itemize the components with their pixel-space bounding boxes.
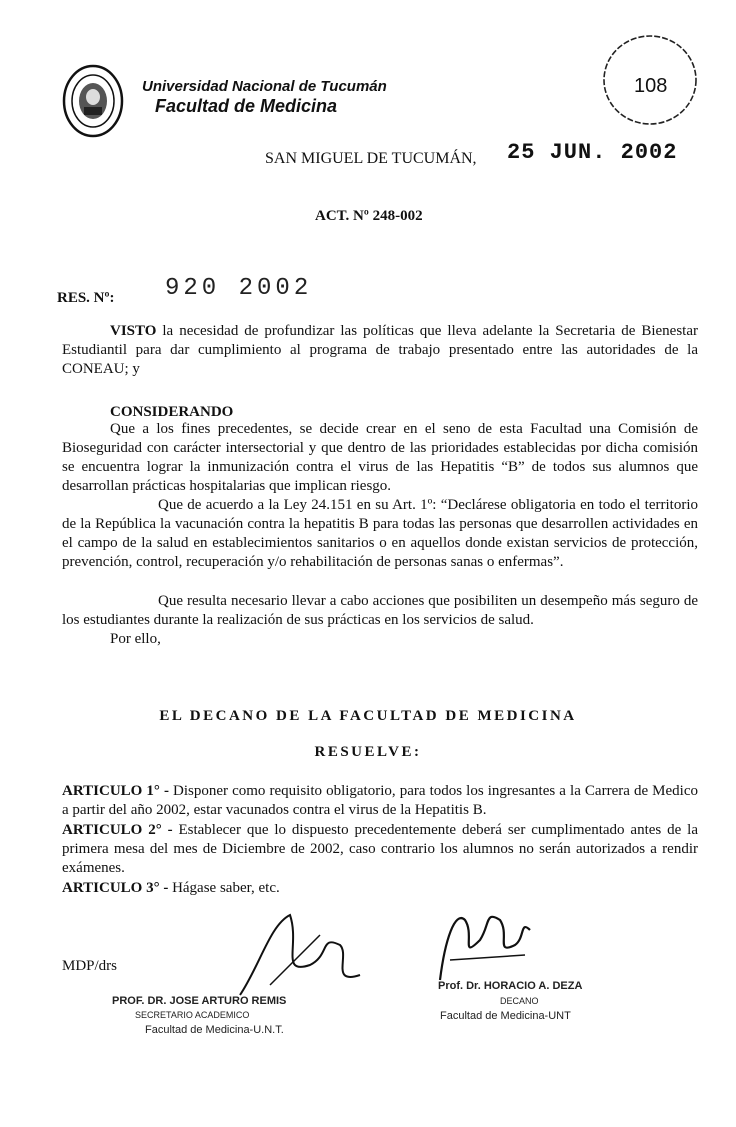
- article-1-text: Disponer como requisito obligatorio, para todos los ingresantes a la Carrera de Medico a partir del año 2002, estar vacunados contra el virus de la Hepatitis B.: [62, 783, 699, 818]
- considerando-p1: [62, 420, 698, 496]
- place: SAN MIGUEL DE TUCUMÁN,: [265, 150, 477, 167]
- left-signatory-title: SECRETARIO ACADEMICO: [135, 1010, 250, 1020]
- article-2-label: ARTICULO 2° -: [62, 822, 173, 838]
- left-signature: [230, 905, 370, 1005]
- considerando-text-3: Que resulta necesario llevar a cabo acciones que posibiliten un desempeño más seguro de los estudiantes durante la realización de sus prácticas en los servicios de salud.: [62, 593, 698, 628]
- visto-label: VISTO: [110, 323, 157, 339]
- article-1: [62, 782, 698, 820]
- por-ello: Por ello,: [110, 631, 161, 647]
- decano-heading: EL DECANO DE LA FACULTAD DE MEDICINA: [159, 708, 577, 724]
- article-2-text: Establecer que lo dispuesto precedentemente deberá ser cumplimentado antes de la primera mesa del mes de Diciembre de 2002, caso contrario los alumnos no serán autorizados a rendir exámenes.: [62, 822, 698, 876]
- article-3-label: ARTICULO 3° -: [62, 880, 169, 896]
- article-3-text: Hágase saber, etc.: [168, 880, 280, 896]
- initials: MDP/drs: [62, 958, 118, 974]
- expediente-stamp: [594, 22, 704, 130]
- considerando-text-2: Que de acuerdo a la Ley 24.151 en su Art. 1º: “Declárese obligatoria en todo el territorio de la República la vacunación contra la hepatitis B para todas las personas que desarrollen actividades en el campo de la salud en establecimientos sanitarios o en aquellos donde existan servicios de protección, prevención, control, recuperación y/o rehabilitación de personas sanas o enfermas”.: [62, 497, 698, 570]
- date-stamp: 25 JUN. 2002: [507, 140, 678, 165]
- right-signature: [430, 900, 540, 990]
- university-name: Universidad Nacional de Tucumán: [142, 78, 387, 95]
- right-signatory-faculty: Facultad de Medicina-UNT: [440, 1010, 571, 1022]
- res-number: 920 2002: [165, 275, 313, 302]
- left-signatory-faculty: Facultad de Medicina-U.N.T.: [145, 1024, 284, 1036]
- act-number: ACT. Nº 248-002: [315, 208, 423, 224]
- right-signatory-name: Prof. Dr. HORACIO A. DEZA: [438, 980, 583, 992]
- article-2: [62, 821, 698, 878]
- visto-text: la necesidad de profundizar las políticas que lleva adelante la Secretaria de Bienestar Estudiantil para dar cumplimiento al programa de trabajo presentado entre las autoridades de la CONEAU; y: [62, 323, 698, 377]
- faculty-name: Facultad de Medicina: [155, 96, 338, 116]
- right-signatory-title: DECANO: [500, 996, 539, 1006]
- article-1-label: ARTICULO 1° -: [62, 783, 169, 799]
- considerando-p2: [62, 496, 698, 572]
- resuelve-heading: RESUELVE:: [314, 744, 422, 760]
- considerando-text-1: Que a los fines precedentes, se decide crear en el seno de esta Facultad una Comisión de Bioseguridad con carácter intersectorial y que dentro de las prioridades establecidas por dicha comisión se encuentra lograr la inmunización contra el virus de las Hepatitis “B” de todos sus alumnos que desarrollan prácticas hospitalarias que implican riesgo.: [62, 421, 698, 494]
- university-seal-logo: [62, 63, 124, 139]
- stamp-number: 108: [634, 75, 668, 97]
- considerando-p3: [62, 592, 698, 630]
- considerando-label: CONSIDERANDO: [110, 404, 234, 420]
- res-label: RES. Nº:: [57, 290, 115, 306]
- visto-paragraph: [62, 322, 698, 379]
- article-3: [62, 879, 698, 898]
- left-signatory-name: PROF. DR. JOSE ARTURO REMIS: [112, 995, 287, 1007]
